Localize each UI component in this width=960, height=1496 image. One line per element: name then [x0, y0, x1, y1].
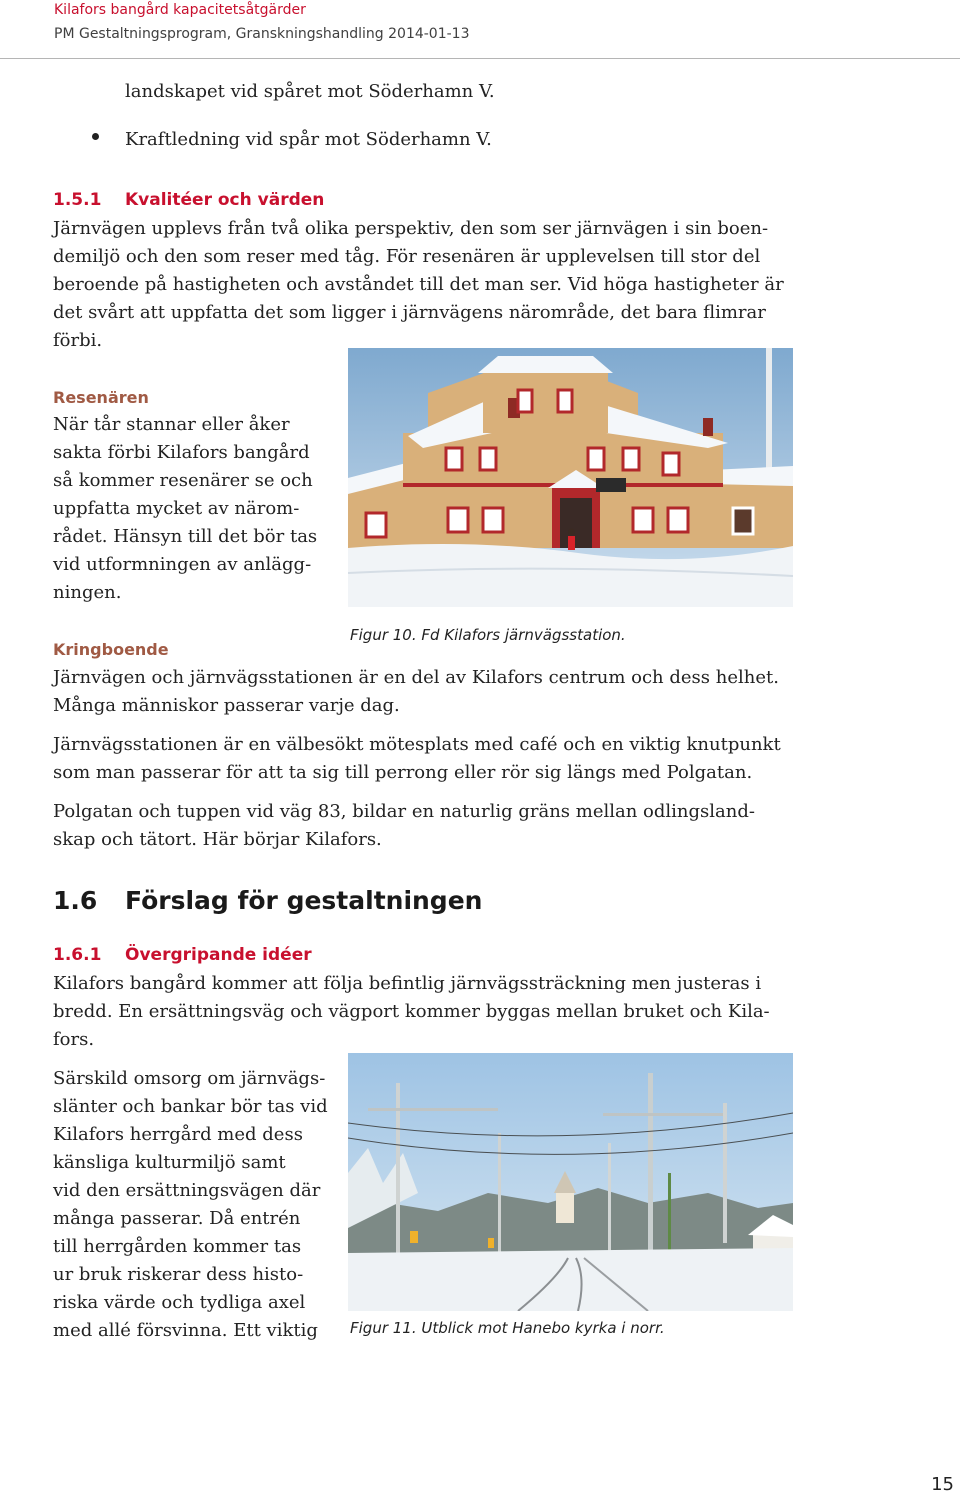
running-header-title: Kilafors bangård kapacitetsåtgärder: [54, 2, 306, 18]
paragraph-line: Många människor passerar varje dag.: [53, 695, 400, 716]
column-line: så kommer resenärer se och: [53, 470, 313, 491]
paragraph-line: det svårt att uppfatta det som ligger i järnvägens närområde, det bara flimrar: [53, 302, 766, 323]
paragraph-line: beroende på hastigheten och avståndet till det man ser. Vid höga hastigheter är: [53, 274, 784, 295]
column-line: många passerar. Då entrén: [53, 1208, 301, 1229]
paragraph-line: Järnvägen och järnvägsstationen är en del av Kilafors centrum och dess helhet.: [53, 667, 779, 688]
figure-10-caption: Figur 10. Fd Kilafors järnvägsstation.: [350, 626, 626, 644]
page-number: 15: [931, 1474, 954, 1495]
subheading-resenaren: Resenären: [53, 388, 149, 407]
column-line: slänter och bankar bör tas vid: [53, 1096, 328, 1117]
column-line: känsliga kulturmiljö samt: [53, 1152, 286, 1173]
column-line: riska värde och tydliga axel: [53, 1292, 306, 1313]
section-number-161: 1.6.1: [53, 945, 102, 965]
station-photo: [348, 348, 793, 607]
column-line: ningen.: [53, 582, 122, 603]
column-line: med allé försvinna. Ett viktig: [53, 1320, 318, 1341]
column-line: När tår stannar eller åker: [53, 414, 290, 435]
paragraph-line: förbi.: [53, 330, 103, 351]
paragraph-line: skap och tätort. Här börjar Kilafors.: [53, 829, 382, 850]
running-header-subtitle: PM Gestaltningsprogram, Granskningshandling 2014-01-13: [54, 26, 470, 42]
paragraph-line: Kilafors bangård kommer att följa befintlig järnvägssträckning men justeras i: [53, 973, 762, 994]
paragraph-line: Järnvägen upplevs från två olika perspektiv, den som ser järnvägen i sin boen-: [53, 218, 769, 239]
header-rule: [0, 58, 960, 59]
column-line: vid utformningen av anlägg-: [53, 554, 312, 575]
column-line: Kilafors herrgård med dess: [53, 1124, 303, 1145]
intro-continuation: landskapet vid spåret mot Söderhamn V.: [125, 81, 495, 102]
section-title-161: Övergripande idéer: [125, 945, 312, 965]
section-number-16: 1.6: [53, 886, 98, 915]
subheading-kringboende: Kringboende: [53, 640, 169, 659]
paragraph-line: demiljö och den som reser med tåg. För resenären är upplevelsen till stor del: [53, 246, 761, 267]
column-line: sakta förbi Kilafors bangård: [53, 442, 310, 463]
figure-11-caption: Figur 11. Utblick mot Hanebo kyrka i norr.: [350, 1319, 665, 1337]
section-title-151: Kvalitéer och värden: [125, 190, 325, 210]
column-line: till herrgården kommer tas: [53, 1236, 302, 1257]
column-line: vid den ersättningsvägen där: [53, 1180, 321, 1201]
column-line: Särskild omsorg om järnvägs-: [53, 1068, 326, 1089]
column-line: uppfatta mycket av närom-: [53, 498, 300, 519]
paragraph-line: Järnvägsstationen är en välbesökt mötesplats med café och en viktig knutpunkt: [53, 734, 781, 755]
railway-photo: [348, 1053, 793, 1311]
paragraph-line: som man passerar för att ta sig till perrong eller rör sig längs med Polgatan.: [53, 762, 753, 783]
bullet-dot-icon: [92, 133, 99, 140]
section-title-16: Förslag för gestaltningen: [125, 886, 483, 915]
paragraph-line: Polgatan och tuppen vid väg 83, bildar en naturlig gräns mellan odlingsland-: [53, 801, 755, 822]
paragraph-line: fors.: [53, 1029, 95, 1050]
paragraph-line: bredd. En ersättningsväg och vägport kommer byggas mellan bruket och Kila-: [53, 1001, 770, 1022]
section-number-151: 1.5.1: [53, 190, 102, 210]
column-line: ur bruk riskerar dess histo-: [53, 1264, 304, 1285]
column-line: rådet. Hänsyn till det bör tas: [53, 526, 318, 547]
bullet-item: Kraftledning vid spår mot Söderhamn V.: [125, 129, 492, 150]
